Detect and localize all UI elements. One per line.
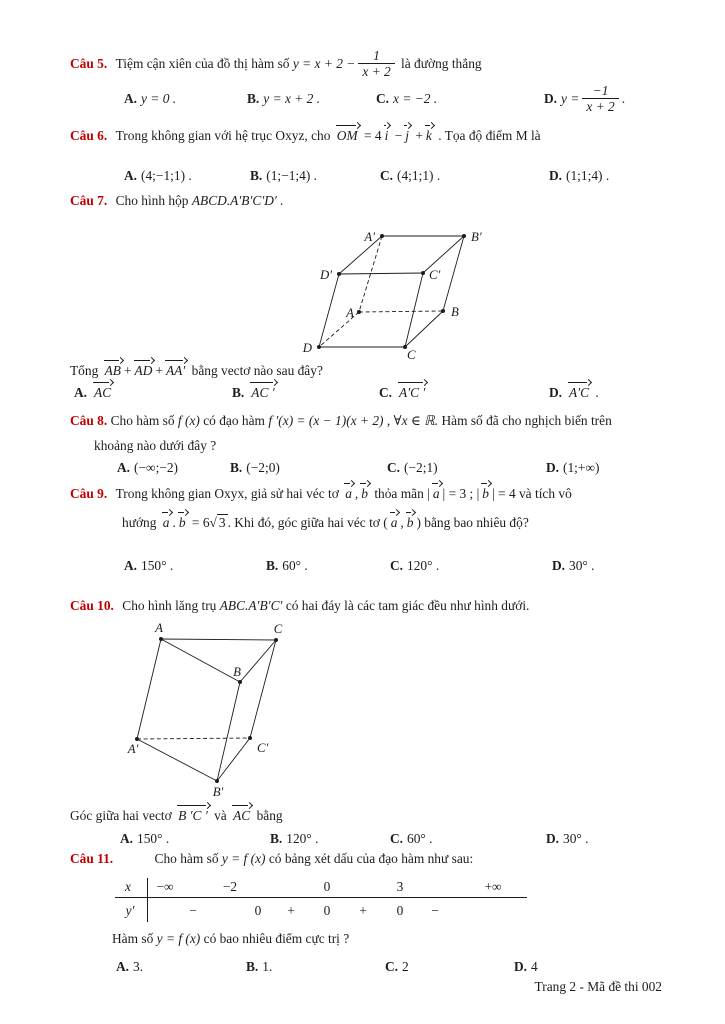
vector-b: b	[178, 515, 186, 530]
q6-option-c	[380, 167, 440, 184]
q8-text-4: khoảng nào dưới đây ?	[94, 438, 217, 453]
q8-option-c	[387, 459, 438, 476]
vector-b: b	[361, 486, 368, 501]
option-key: B.	[246, 959, 259, 974]
q11-statement	[70, 850, 473, 867]
option-key: C.	[376, 91, 390, 106]
option-tail: .	[592, 385, 599, 400]
q6-plus: +	[415, 128, 423, 143]
figure-hidden-edge	[359, 311, 443, 312]
q11-question-line	[112, 930, 349, 947]
vector-a: a	[432, 486, 440, 501]
vertex-dot	[421, 271, 425, 275]
q7-option-d	[549, 384, 599, 401]
q5-option-d	[544, 83, 626, 115]
q10-option-d	[546, 830, 588, 847]
vertex-dot	[337, 272, 341, 276]
figure-edge	[161, 639, 276, 640]
q9-text-3: hướng	[122, 515, 157, 530]
q9-text-5: ) bằng bao nhiêu độ?	[416, 515, 529, 530]
option-value: (−2;1)	[404, 460, 438, 475]
option-key: C.	[379, 385, 393, 400]
q7-option-b	[232, 384, 278, 401]
q10-option-b	[270, 830, 318, 847]
option-value: (1;1;4) .	[566, 168, 610, 183]
q5-option-c	[376, 90, 437, 107]
vertex-label-B-prime: B′	[212, 785, 224, 799]
fraction-denominator: x + 2	[358, 63, 394, 79]
q6-option-a	[124, 167, 192, 184]
q7-sum-tail: bằng vectơ nào sau đây?	[191, 363, 323, 378]
vector-AA-prime: AA′	[165, 363, 186, 378]
q7-number: Câu 7.	[70, 193, 108, 208]
q9-eq-2: = 4 và tích vô	[498, 486, 572, 501]
option-value: y = 0 .	[141, 91, 177, 106]
table-sign: +	[359, 903, 367, 918]
dot-product: .	[172, 515, 176, 530]
q6-number: Câu 6.	[70, 128, 108, 143]
option-key: C.	[380, 168, 394, 183]
figure-edge	[339, 236, 382, 274]
q7-question-line	[70, 362, 323, 379]
vector-B-prime-C-prime: B ′C ′	[178, 808, 208, 823]
q10-statement	[70, 597, 529, 614]
q10-text-1: Cho hình lăng trụ	[122, 598, 217, 613]
q11-text-1: Cho hàm số	[154, 851, 219, 866]
vertex-dot	[462, 234, 466, 238]
q6-minus: −	[394, 128, 403, 143]
vertex-label-B-prime: B′	[471, 230, 482, 244]
q11-function: y = f (x)	[221, 851, 266, 866]
q8-statement-line1	[70, 412, 612, 429]
table-horizontal-rule	[115, 897, 527, 898]
option-value-lead: y =	[561, 91, 580, 106]
vertex-dot	[317, 345, 321, 349]
option-key: C.	[390, 831, 404, 846]
option-value: 150° .	[141, 558, 174, 573]
table-sign: +	[287, 903, 295, 918]
q6-text-after: . Tọa độ điểm M là	[438, 128, 541, 143]
q9-option-b	[266, 557, 308, 574]
q5-text-after: là đường thẳng	[401, 56, 482, 71]
option-fraction	[582, 83, 618, 114]
parallelepiped-figure	[298, 220, 498, 364]
vector-a: a	[390, 515, 398, 530]
vertex-dot	[380, 234, 384, 238]
option-key: C.	[387, 460, 401, 475]
q10-angle-lead: Góc giữa hai vectơ	[70, 808, 172, 823]
option-key: A.	[74, 385, 88, 400]
option-key: A.	[116, 959, 130, 974]
vertex-label-B: B	[451, 305, 459, 319]
q6-option-b	[250, 167, 317, 184]
q7-text: Cho hình hộp	[115, 193, 189, 208]
figure-edge	[137, 739, 217, 781]
figure-edge	[161, 639, 240, 682]
vector-b: b	[482, 486, 489, 501]
option-vector: A′C	[569, 385, 590, 400]
q10-number: Câu 10.	[70, 598, 114, 613]
vertex-dot	[135, 737, 139, 741]
option-key: D.	[546, 831, 560, 846]
q5-fraction	[358, 48, 394, 79]
vector-AC: AC	[233, 808, 251, 823]
q10-angle-tail: bằng	[256, 808, 283, 823]
q9-option-d	[552, 557, 594, 574]
q6-text-before: Trong không gian với hệ trục Oxyz, cho	[115, 128, 331, 143]
option-value: 120° .	[286, 831, 319, 846]
q11-text-3: Hàm số	[112, 931, 154, 946]
table-x-value: −2	[222, 879, 238, 894]
vertex-dot	[248, 736, 252, 740]
q11-text-2: có bảng xét dấu của đạo hàm như sau:	[268, 851, 474, 866]
table-vertical-rule	[147, 878, 148, 922]
q8-text-1: Cho hàm số	[110, 413, 175, 428]
table-x-header: x	[125, 879, 131, 894]
q9-option-c	[390, 557, 439, 574]
vector-j: j	[405, 128, 409, 143]
figure-edge	[137, 639, 161, 739]
option-vector: A′C ′	[399, 385, 426, 400]
q9-text-1: Trong không gian Oxyx, giả sử hai véc tơ	[115, 486, 339, 501]
q10-text-2: có hai đáy là các tam giác đều như hình dưới.	[285, 598, 530, 613]
radical-sign: √	[209, 515, 217, 530]
q6-eq: = 4	[363, 128, 382, 143]
vertex-label-C-prime: C′	[257, 741, 269, 755]
figure-edge	[405, 311, 443, 347]
table-x-value: +∞	[484, 879, 502, 894]
q11-function: y = f (x)	[156, 931, 201, 946]
option-key: D.	[549, 385, 563, 400]
option-key: B.	[247, 91, 260, 106]
option-key: D.	[514, 959, 528, 974]
option-value: x = −2 .	[393, 91, 438, 106]
option-value: 30° .	[569, 558, 595, 573]
table-x-value: 0	[323, 879, 331, 894]
table-x-value: 3	[396, 879, 404, 894]
option-key: A.	[124, 168, 138, 183]
vertex-label-C: C	[273, 622, 283, 636]
vertex-label-C-prime: C′	[429, 268, 441, 282]
prism-figure	[118, 618, 303, 808]
q5-expression-lead: y = x + 2 −	[292, 56, 356, 71]
page-footer: Trang 2 - Mã đề thi 002	[534, 979, 662, 994]
radical-argument: 3	[218, 515, 226, 530]
vertex-label-A-prime: A′	[127, 742, 139, 756]
option-tail: .	[621, 91, 626, 106]
q11-option-b	[246, 958, 272, 975]
q8-statement-line2	[94, 437, 216, 454]
vector-AD: AD	[134, 363, 153, 378]
fraction-denominator: x + 2	[582, 98, 618, 114]
q7-option-a	[74, 384, 114, 401]
q7-sum-lead: Tổng	[70, 363, 99, 378]
figure-edge	[339, 273, 423, 274]
fraction-numerator: 1	[373, 48, 380, 64]
option-key: A.	[124, 558, 138, 573]
q5-option-a	[124, 90, 176, 107]
option-key: B.	[270, 831, 283, 846]
option-key: B.	[232, 385, 245, 400]
option-value: 60° .	[407, 831, 433, 846]
q8-option-b	[230, 459, 280, 476]
q9-text-2: thỏa mãn	[374, 486, 424, 501]
option-key: B.	[266, 558, 279, 573]
abs-bar: |	[427, 486, 430, 501]
vector-a: a	[345, 486, 352, 501]
table-sign: −	[431, 903, 439, 918]
vertex-dot	[274, 638, 278, 642]
sign-table	[115, 877, 527, 923]
vertex-label-B: B	[233, 665, 241, 679]
q9-statement-line1	[70, 485, 572, 502]
comma: ,	[354, 486, 359, 501]
q10-option-a	[120, 830, 169, 847]
q10-question-line	[70, 807, 283, 824]
option-key: C.	[385, 959, 399, 974]
vertex-dot	[357, 310, 361, 314]
option-key: B.	[250, 168, 263, 183]
option-value: (1;+∞)	[563, 460, 600, 475]
figure-edge	[405, 273, 423, 347]
table-sign: 0	[396, 903, 404, 918]
option-key: D.	[549, 168, 563, 183]
option-vector: AC	[94, 385, 112, 400]
q8-text-3: Hàm số đã cho nghịch biến trên	[441, 413, 612, 428]
vertex-label-C: C	[407, 348, 416, 362]
table-sign: −	[189, 903, 197, 918]
vertex-dot	[441, 309, 445, 313]
option-value: (4;−1;1) .	[141, 168, 192, 183]
vertex-label-D-prime: D′	[319, 268, 332, 282]
option-value: (1;−1;4) .	[266, 168, 317, 183]
option-value: 2	[402, 959, 409, 974]
q11-option-d	[514, 958, 538, 975]
q8-fx: f (x)	[177, 413, 200, 428]
plus-sign: +	[123, 363, 132, 378]
figure-edge	[319, 274, 339, 347]
table-yprime-header: y′	[125, 903, 135, 918]
option-value: 1.	[262, 959, 273, 974]
figure-edge	[443, 236, 464, 311]
option-value: 30° .	[563, 831, 589, 846]
q9-statement-line2	[122, 514, 529, 531]
abs-bar: |	[476, 486, 480, 501]
option-key: A.	[124, 91, 138, 106]
q8-option-a	[117, 459, 178, 476]
q11-option-c	[385, 958, 409, 975]
q9-number: Câu 9.	[70, 486, 108, 501]
vertex-label-D: D	[302, 341, 312, 355]
q11-text-4: có bao nhiêu điểm cực trị ?	[203, 931, 350, 946]
option-value: (−∞;−2)	[134, 460, 179, 475]
vector-b: b	[406, 515, 414, 530]
table-x-value: −∞	[156, 879, 174, 894]
vector-k: k	[425, 128, 432, 143]
plus-sign: +	[155, 363, 163, 378]
comma: ,	[400, 515, 404, 530]
vertex-label-A: A	[155, 621, 163, 635]
q8-derivative: f ′(x) = (x − 1)(x + 2) , ∀x ∈ ℝ.	[268, 413, 439, 428]
option-value: (4;1;1) .	[397, 168, 441, 183]
option-vector: AC ′	[251, 385, 275, 400]
table-sign: 0	[254, 903, 262, 918]
option-value: 60° .	[282, 558, 308, 573]
option-value: y = x + 2 .	[263, 91, 321, 106]
q9-eq-3: = 6	[191, 515, 210, 530]
option-value: 150° .	[137, 831, 170, 846]
q6-option-d	[549, 167, 609, 184]
q10-option-c	[390, 830, 432, 847]
vertex-label-A-prime: A′	[364, 230, 375, 244]
abs-bar: |	[442, 486, 446, 501]
option-key: C.	[390, 558, 404, 573]
option-key: D.	[544, 91, 558, 106]
q5-option-b	[247, 90, 320, 107]
q10-angle-mid: và	[214, 808, 227, 823]
fraction-numerator: −1	[592, 83, 609, 99]
table-sign: 0	[323, 903, 331, 918]
option-value: 120° .	[407, 558, 440, 573]
abs-bar: |	[492, 486, 495, 501]
q11-option-a	[116, 958, 143, 975]
vector-AB: AB	[104, 363, 121, 378]
vertex-dot	[159, 637, 163, 641]
q11-number: Câu 11.	[70, 851, 114, 866]
option-key: A.	[120, 831, 134, 846]
q9-text-4: . Khi đó, góc giữa hai véc tơ (	[227, 515, 388, 530]
option-key: D.	[552, 558, 566, 573]
q8-text-2: có đạo hàm	[203, 413, 265, 428]
q10-prism-name: ABC.A′B′C′	[219, 598, 283, 613]
vertex-dot	[215, 779, 219, 783]
option-value: 3.	[133, 959, 144, 974]
option-key: B.	[230, 460, 243, 475]
option-key: D.	[546, 460, 560, 475]
q5-number: Câu 5.	[70, 56, 108, 71]
q7-statement	[70, 192, 284, 209]
q8-number: Câu 8.	[70, 413, 108, 428]
q9-eq-1: = 3 ;	[448, 486, 474, 501]
vector-i: i	[384, 128, 389, 143]
figure-hidden-edge	[137, 738, 250, 739]
q9-option-a	[124, 557, 173, 574]
q6-statement	[70, 127, 541, 144]
vertex-dot	[238, 680, 242, 684]
option-value: 4	[531, 959, 538, 974]
q7-option-c	[379, 384, 428, 401]
q8-option-d	[546, 459, 599, 476]
vertex-label-A: A	[346, 306, 354, 320]
q7-solid-name: ABCD.A′B′C′D′ .	[191, 193, 284, 208]
option-key: A.	[117, 460, 131, 475]
vector-OM: OM	[336, 128, 358, 143]
q5-text-before: Tiệm cận xiên của đồ thị hàm số	[115, 56, 290, 71]
vector-a: a	[162, 515, 170, 530]
option-value: (−2;0)	[246, 460, 280, 475]
q5-statement	[70, 48, 482, 80]
